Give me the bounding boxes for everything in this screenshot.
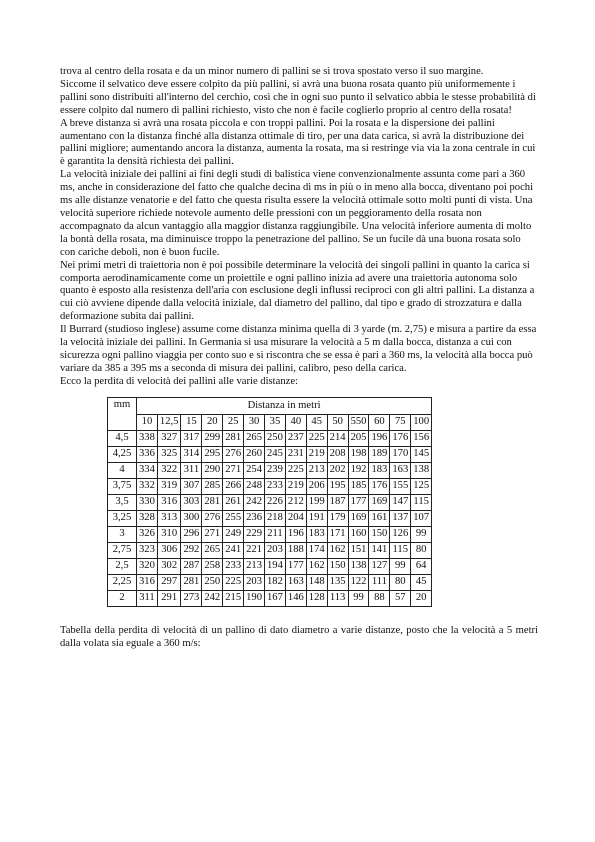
value-cell: 233 — [223, 558, 244, 574]
value-cell: 241 — [223, 542, 244, 558]
value-cell: 113 — [327, 590, 348, 606]
value-cell: 292 — [181, 542, 202, 558]
value-cell: 261 — [223, 494, 244, 510]
distance-cell: 550 — [348, 414, 369, 430]
table-row — [108, 590, 432, 606]
value-cell: 237 — [285, 430, 306, 446]
value-cell: 115 — [411, 494, 432, 510]
value-cell: 169 — [369, 494, 390, 510]
value-cell: 196 — [369, 430, 390, 446]
value-cell: 188 — [285, 542, 306, 558]
value-cell: 327 — [157, 430, 181, 446]
mm-cell: 3 — [108, 526, 137, 542]
value-cell: 307 — [181, 478, 202, 494]
mm-cell: 4,25 — [108, 446, 137, 462]
value-cell: 125 — [411, 478, 432, 494]
value-cell: 221 — [244, 542, 265, 558]
table-row — [108, 574, 432, 590]
value-cell: 273 — [181, 590, 202, 606]
value-cell: 338 — [137, 430, 158, 446]
distance-header: Distanza in metri — [137, 397, 432, 414]
value-cell: 196 — [285, 526, 306, 542]
value-cell: 258 — [202, 558, 223, 574]
value-cell: 320 — [137, 558, 158, 574]
value-cell: 306 — [157, 542, 181, 558]
value-cell: 245 — [265, 446, 286, 462]
value-cell: 155 — [390, 478, 411, 494]
value-cell: 212 — [285, 494, 306, 510]
value-cell: 192 — [348, 462, 369, 478]
value-cell: 281 — [223, 430, 244, 446]
value-cell: 265 — [202, 542, 223, 558]
value-cell: 225 — [223, 574, 244, 590]
value-cell: 20 — [411, 590, 432, 606]
value-cell: 45 — [411, 574, 432, 590]
velocity-loss-table — [107, 397, 432, 607]
distance-cell: 35 — [265, 414, 286, 430]
value-cell: 276 — [223, 446, 244, 462]
value-cell: 290 — [202, 462, 223, 478]
value-cell: 126 — [390, 526, 411, 542]
value-cell: 199 — [306, 494, 327, 510]
paragraph: Nei primi metri di traiettoria non è poi possibile determinare la velocità dei singoli pallini in quanto la carica si comporta aerodinamicamente come un proiettile e ogni pallino inizia ad avere una traiettoria autonoma solo quanto è esposto alla resistenza dell'aria con esclusione degli influssi reciproci con gli altri pallini. La distanza a cui ciò avviene dipende dalla velocità iniziale, dal diametro del pallino, dal tipo e grado di strozzatura e dalla deformazione subita dai pallini. — [60, 259, 535, 323]
value-cell: 202 — [327, 462, 348, 478]
value-cell: 206 — [306, 478, 327, 494]
value-cell: 313 — [157, 510, 181, 526]
table-row — [108, 542, 432, 558]
value-cell: 239 — [265, 462, 286, 478]
value-cell: 260 — [244, 446, 265, 462]
value-cell: 147 — [390, 494, 411, 510]
value-cell: 150 — [327, 558, 348, 574]
value-cell: 319 — [157, 478, 181, 494]
value-cell: 183 — [306, 526, 327, 542]
value-cell: 145 — [411, 446, 432, 462]
value-cell: 225 — [285, 462, 306, 478]
value-cell: 167 — [265, 590, 286, 606]
value-cell: 64 — [411, 558, 432, 574]
value-cell: 300 — [181, 510, 202, 526]
document-page — [60, 66, 538, 650]
paragraph: La velocità iniziale dei pallini ai fini degli studi di balistica viene convenzionalmente assunta come pari a 360 ms, anche in considerazione del fatto che qualche decina di ms in più o in meno alla bocca, diventano poi pochi ms alle distanze venatorie e del fatto che questa risulta essere la velocità ottimale sotto molti punti di vista. Una velocità superiore richiede notevole aumento delle pressioni con un peggioramento della rosata non accompagnato da alcun vantaggio alla maggior distanza raggiungibile. Una velocità inferiore aumenta di molto la bontà della rosata, ma diminuisce troppo la penetrazione del pallino. Se un fucile dà una buona rosata solo con cariche deboli, non è buon fucile. — [60, 169, 534, 258]
value-cell: 80 — [390, 574, 411, 590]
value-cell: 281 — [181, 574, 202, 590]
mm-cell: 3,5 — [108, 494, 137, 510]
value-cell: 99 — [390, 558, 411, 574]
value-cell: 111 — [369, 574, 390, 590]
table-row — [108, 510, 432, 526]
value-cell: 189 — [369, 446, 390, 462]
value-cell: 99 — [348, 590, 369, 606]
value-cell: 128 — [306, 590, 327, 606]
value-cell: 226 — [265, 494, 286, 510]
value-cell: 187 — [327, 494, 348, 510]
value-cell: 229 — [244, 526, 265, 542]
table-row — [108, 462, 432, 478]
table-row — [108, 446, 432, 462]
value-cell: 150 — [369, 526, 390, 542]
mm-cell: 3,25 — [108, 510, 137, 526]
distance-cell: 100 — [411, 414, 432, 430]
value-cell: 287 — [181, 558, 202, 574]
value-cell: 332 — [137, 478, 158, 494]
value-cell: 115 — [390, 542, 411, 558]
value-cell: 176 — [390, 430, 411, 446]
value-cell: 122 — [348, 574, 369, 590]
value-cell: 255 — [223, 510, 244, 526]
table-row — [108, 558, 432, 574]
value-cell: 88 — [369, 590, 390, 606]
value-cell: 182 — [265, 574, 286, 590]
table-row — [108, 526, 432, 542]
value-cell: 219 — [306, 446, 327, 462]
value-cell: 177 — [348, 494, 369, 510]
mm-cell: 3,75 — [108, 478, 137, 494]
value-cell: 310 — [157, 526, 181, 542]
value-cell: 107 — [411, 510, 432, 526]
distance-cell: 15 — [181, 414, 202, 430]
value-cell: 57 — [390, 590, 411, 606]
mm-cell: 2,75 — [108, 542, 137, 558]
value-cell: 80 — [411, 542, 432, 558]
value-cell: 250 — [202, 574, 223, 590]
value-cell: 296 — [181, 526, 202, 542]
table-row — [108, 430, 432, 446]
paragraph: A breve distanza si avrà una rosata piccola e con troppi pallini. Poi la rosata e la dispersione dei pallini aumentano con la distanza finché alla distanza ottimale di tiro, per una data carica, si avrà la distribuzione dei pallini migliore; aumentando ancora la distanza, aumenta la rosata, ma si restringe via via la zona centrale in cui è garantita la densità richiesta dei pallini. — [60, 117, 536, 168]
value-cell: 297 — [157, 574, 181, 590]
value-cell: 303 — [181, 494, 202, 510]
value-cell: 183 — [369, 462, 390, 478]
distance-cell: 12,5 — [157, 414, 181, 430]
value-cell: 213 — [306, 462, 327, 478]
table-row — [108, 494, 432, 510]
value-cell: 271 — [223, 462, 244, 478]
value-cell: 250 — [265, 430, 286, 446]
value-cell: 177 — [285, 558, 306, 574]
value-cell: 138 — [348, 558, 369, 574]
table-body — [108, 430, 432, 606]
table-caption: Tabella della perdita di velocità di un pallino di dato diametro a varie distanze, posto che la velocità a 5 metri dalla volata sia eguale a 360 m/s: — [60, 624, 538, 649]
value-cell: 138 — [411, 462, 432, 478]
value-cell: 225 — [306, 430, 327, 446]
value-cell: 271 — [202, 526, 223, 542]
value-cell: 127 — [369, 558, 390, 574]
value-cell: 170 — [390, 446, 411, 462]
value-cell: 191 — [306, 510, 327, 526]
paragraph: Ecco la perdita di velocità dei pallini alle varie distanze: — [60, 375, 298, 387]
value-cell: 174 — [306, 542, 327, 558]
value-cell: 254 — [244, 462, 265, 478]
value-cell: 160 — [348, 526, 369, 542]
distance-cell: 10 — [137, 414, 158, 430]
value-cell: 203 — [265, 542, 286, 558]
value-cell: 156 — [411, 430, 432, 446]
value-cell: 316 — [157, 494, 181, 510]
value-cell: 317 — [181, 430, 202, 446]
value-cell: 214 — [327, 430, 348, 446]
value-cell: 248 — [244, 478, 265, 494]
value-cell: 322 — [157, 462, 181, 478]
value-cell: 146 — [285, 590, 306, 606]
value-cell: 185 — [348, 478, 369, 494]
value-cell: 330 — [137, 494, 158, 510]
value-cell: 323 — [137, 542, 158, 558]
distance-cell: 45 — [306, 414, 327, 430]
value-cell: 311 — [137, 590, 158, 606]
value-cell: 203 — [244, 574, 265, 590]
mm-header: mm — [108, 397, 137, 430]
value-cell: 151 — [348, 542, 369, 558]
value-cell: 242 — [202, 590, 223, 606]
value-cell: 299 — [202, 430, 223, 446]
value-cell: 198 — [348, 446, 369, 462]
value-cell: 162 — [327, 542, 348, 558]
value-cell: 325 — [157, 446, 181, 462]
paragraph: Il Burrard (studioso inglese) assume come distanza minima quella di 3 yarde (m. 2,75) e misura a partire da essa la velocità iniziale dei pallini. In Germania si usa misurare la velocità a 5 m dalla bocca, distanza a cui con sicurezza ogni pallino viaggia per conto suo e si riscontra che se essa è pari a 360 ms, la velocità alla bocca può variare da 385 a 395 ms a seconda di misura dei pallini, calibro, peso della carica. — [60, 324, 537, 374]
value-cell: 137 — [390, 510, 411, 526]
value-cell: 135 — [327, 574, 348, 590]
value-cell: 276 — [202, 510, 223, 526]
value-cell: 190 — [244, 590, 265, 606]
table-row — [108, 478, 432, 494]
value-cell: 99 — [411, 526, 432, 542]
distance-cell: 60 — [369, 414, 390, 430]
mm-cell: 4,5 — [108, 430, 137, 446]
value-cell: 233 — [265, 478, 286, 494]
value-cell: 169 — [348, 510, 369, 526]
value-cell: 242 — [244, 494, 265, 510]
value-cell: 265 — [244, 430, 265, 446]
value-cell: 204 — [285, 510, 306, 526]
distance-cell: 75 — [390, 414, 411, 430]
value-cell: 249 — [223, 526, 244, 542]
value-cell: 302 — [157, 558, 181, 574]
value-cell: 211 — [265, 526, 286, 542]
mm-cell: 4 — [108, 462, 137, 478]
value-cell: 195 — [327, 478, 348, 494]
value-cell: 231 — [285, 446, 306, 462]
value-cell: 311 — [181, 462, 202, 478]
value-cell: 141 — [369, 542, 390, 558]
value-cell: 179 — [327, 510, 348, 526]
value-cell: 291 — [157, 590, 181, 606]
value-cell: 285 — [202, 478, 223, 494]
distance-cell: 30 — [244, 414, 265, 430]
value-cell: 236 — [244, 510, 265, 526]
value-cell: 215 — [223, 590, 244, 606]
value-cell: 316 — [137, 574, 158, 590]
distance-cell: 40 — [285, 414, 306, 430]
mm-cell: 2 — [108, 590, 137, 606]
value-cell: 219 — [285, 478, 306, 494]
value-cell: 218 — [265, 510, 286, 526]
distance-cell: 20 — [202, 414, 223, 430]
paragraph: trova al centro della rosata e da un minor numero di pallini se si trova spostato verso il suo margine. — [60, 66, 484, 77]
value-cell: 176 — [369, 478, 390, 494]
value-cell: 336 — [137, 446, 158, 462]
value-cell: 171 — [327, 526, 348, 542]
table-header-row — [108, 397, 432, 414]
value-cell: 194 — [265, 558, 286, 574]
value-cell: 163 — [285, 574, 306, 590]
distance-cell: 25 — [223, 414, 244, 430]
value-cell: 326 — [137, 526, 158, 542]
distance-row — [108, 414, 432, 430]
value-cell: 148 — [306, 574, 327, 590]
distance-cell: 50 — [327, 414, 348, 430]
value-cell: 208 — [327, 446, 348, 462]
value-cell: 295 — [202, 446, 223, 462]
value-cell: 161 — [369, 510, 390, 526]
value-cell: 163 — [390, 462, 411, 478]
mm-cell: 2,5 — [108, 558, 137, 574]
paragraph: Siccome il selvatico deve essere colpito da più pallini, si avrà una buona rosata quanto più uniformemente i pallini sono distribuiti all'interno del cerchio, così che in ogni suo punto il selvatico abbia le stesse probabilità di essere colpito dal numero di pallini richiesto, visto che non è facile coglierlo proprio al centro della rosata! — [60, 78, 536, 116]
value-cell: 314 — [181, 446, 202, 462]
mm-cell: 2,25 — [108, 574, 137, 590]
value-cell: 328 — [137, 510, 158, 526]
value-cell: 213 — [244, 558, 265, 574]
value-cell: 162 — [306, 558, 327, 574]
value-cell: 266 — [223, 478, 244, 494]
value-cell: 334 — [137, 462, 158, 478]
value-cell: 205 — [348, 430, 369, 446]
value-cell: 281 — [202, 494, 223, 510]
